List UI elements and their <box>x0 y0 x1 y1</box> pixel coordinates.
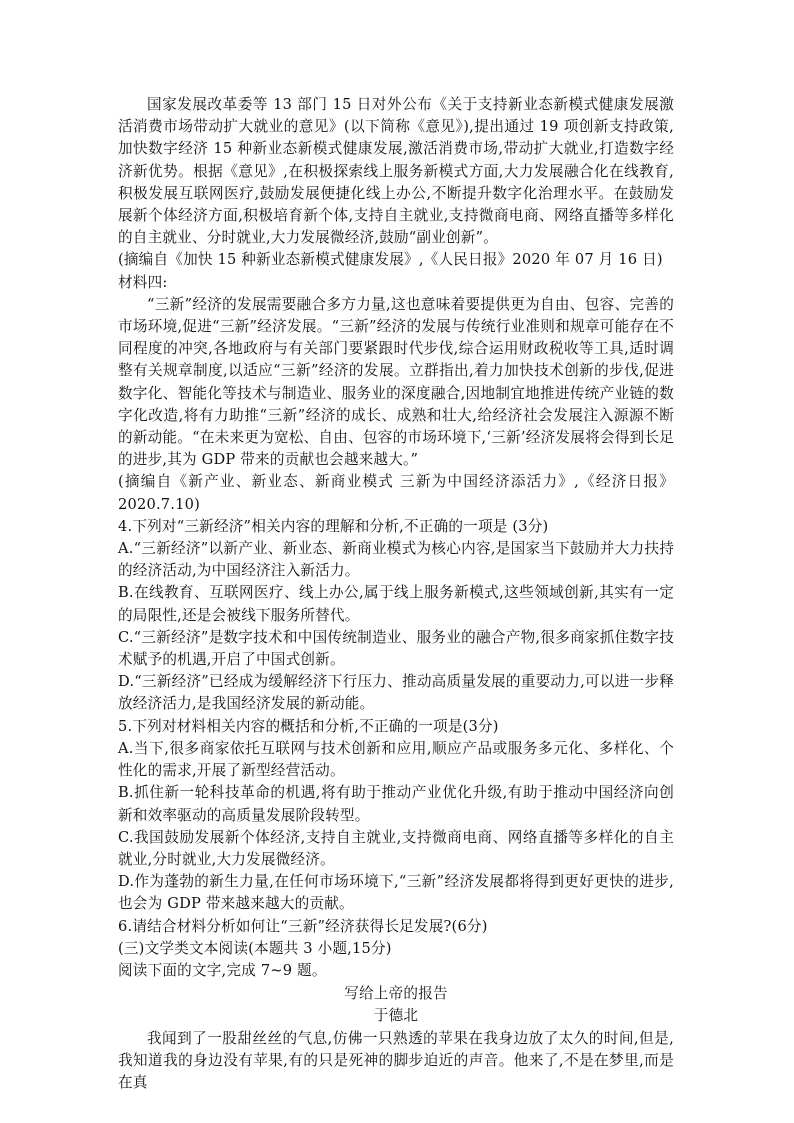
paragraph-material-four: “三新”经济的发展需要融合多方力量,这也意味着要提供更为自由、包容、完善的市场环境,促进“三新”经济发展。“三新”经济的发展与传统行业准则和规章可能存在不同程度的冲突,各地政府与有关部门要紧跟时代步伐,综合运用财政税收等工具,适时调整有关规章制度,以适应“三新”经济的发展。立群指出,着力加快技术创新的步伐,促进数字化、智能化等技术与制造业、服务业的深度融合,因地制宜地推进传统产业链的数字化改造,将有力助推“三新”经济的成长、成熟和壮大,给经济社会发展注入源源不断的新动能。“在未来更为宽松、自由、包容的市场环境下,‘三新’经济发展将会得到长足的进步,其为 GDP 带来的贡献也会越来越大。” <box>118 295 674 469</box>
story-paragraph-1: 我闻到了一股甜丝丝的气息,仿佛一只熟透的苹果在我身边放了太久的时间,但是,我知道我的身边没有苹果,有的只是死神的脚步迫近的声音。他来了,不是在梦里,而是在真 <box>118 1029 674 1091</box>
question-4-option-d: D.“三新经济”已经成为缓解经济下行压力、推动高质量发展的重要动力,可以进一步释放经济活力,是我国经济发展的新动能。 <box>118 673 674 713</box>
question-5-option-a: A.当下,很多商家依托互联网与技术创新和应用,顺应产品或服务多元化、多样化、个性化的需求,开展了新型经营活动。 <box>118 739 674 780</box>
question-4: 4.下列对“三新经济”相关内容的理解和分析,不正确的一项是 (3分) <box>118 517 549 535</box>
document-body <box>118 94 674 1094</box>
source-note-jingji: (摘编自《新产业、新业态、新商业模式 三新为中国经济添活力》,《经济日报》2020.7.10) <box>118 473 674 513</box>
source-note-renmin: (摘编自《加快 15 种新业态新模式健康发展》,《人民日报》2020 年 07 月 16 日) <box>118 251 663 269</box>
question-4-option-c: C.“三新经济”是数字技术和中国传统制造业、服务业的融合产物,很多商家抓住数字技术赋予的机遇,开启了中国式创新。 <box>118 628 674 669</box>
question-6: 6.请结合材料分析如何让“三新”经济获得长足发展?(6分) <box>118 917 488 935</box>
material-four-heading: 材料四: <box>118 273 168 291</box>
question-5: 5.下列对材料相关内容的概括和分析,不正确的一项是(3分) <box>118 717 499 735</box>
paragraph-intro-policy: 国家发展改革委等 13 部门 15 日对外公布《关于支持新业态新模式健康发展激活消费市场带动扩大就业的意见》(以下简称《意见》),提出通过 19 项创新支持政策,加快数字经济 15 种新业态新模式健康发展,激活消费市场,带动扩大就业,打造数字经济新优势。根据《意见》,在积极探索线上服务新模式方面,大力发展融合化在线教育,积极发展互联网医疗,鼓励发展便捷化线上办公,不断提升数字化治理水平。在鼓励发展新个体经济方面,积极培育新个体,支持自主就业,支持微商电商、网络直播等多样化的自主就业、分时就业,大力发展微经济,鼓励“副业创新”。 <box>118 96 674 247</box>
story-author: 于德北 <box>373 1007 419 1025</box>
reading-instruction: 阅读下面的文字,完成 7~9 题。 <box>118 961 327 979</box>
question-4-option-b: B.在线教育、互联网医疗、线上办公,属于线上服务新模式,这些领域创新,其实有一定的局限性,还是会被线下服务所替代。 <box>118 584 674 624</box>
question-5-option-c: C.我国鼓励发展新个体经济,支持自主就业,支持微商电商、网络直播等多样化的自主就业,分时就业,大力发展微经济。 <box>118 828 674 868</box>
section-three-heading: (三)文学类文本阅读(本题共 3 小题,15分) <box>118 939 392 957</box>
question-5-option-b: B.抓住新一轮科技革命的机遇,将有助于推动产业优化升级,有助于推动中国经济向创新和效率驱动的高质量发展阶段转型。 <box>118 784 674 824</box>
question-5-option-d: D.作为蓬勃的新生力量,在任何市场环境下,“三新”经济发展都将得到更好更快的进步,也会为 GDP 带来越来越大的贡献。 <box>118 873 674 913</box>
story-title: 写给上帝的报告 <box>344 985 448 1003</box>
question-4-option-a: A.“三新经济”以新产业、新业态、新商业模式为核心内容,是国家当下鼓励并大力扶持的经济活动,为中国经济注入新活力。 <box>118 540 674 580</box>
